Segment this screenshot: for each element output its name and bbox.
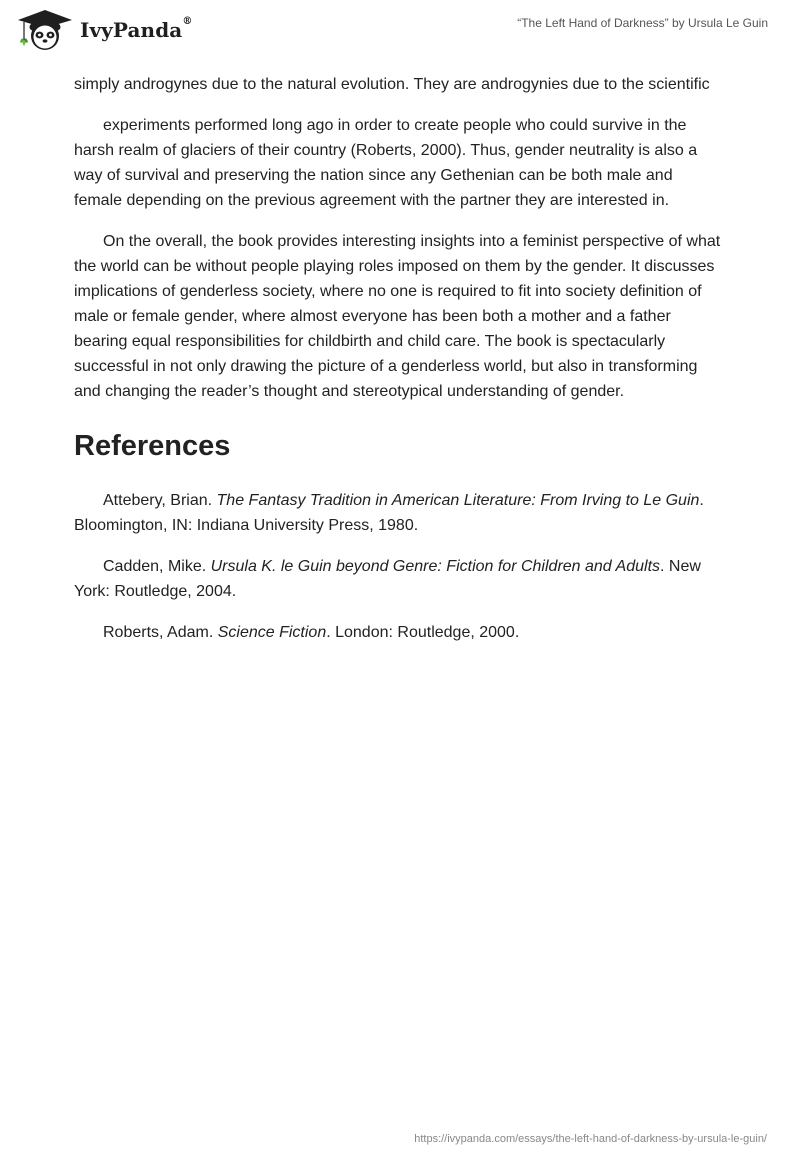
source-url-link[interactable]: https://ivypanda.com/essays/the-left-hand-of-darkness-by-ursula-le-guin/ [414,1133,767,1145]
reference-item: Cadden, Mike. Ursula K. le Guin beyond Genre: Fiction for Children and Adults. New York: Routledge, 2004. [74,558,701,600]
paragraph-3: On the overall, the book provides interesting insights into a feminist perspective of what the world can be without people playing roles imposed on them by the gender. It discusses implications of genderless society, where no one is required to fit into society definition of male or female gender, where almost everyone has been both a mother and a father bearing equal responsibilities for childbirth and child care. The book is spectacularly successful in not only drawing the picture of a genderless world, but also in transforming and changing the reader’s thought and stereotypical understanding of gender. [74,233,721,400]
references-list [74,488,724,645]
reference-item: Attebery, Brian. The Fantasy Tradition in American Literature: From Irving to Le Guin. Bloomington, IN: Indiana University Press, 1980. [74,492,704,534]
paragraph-1: simply androgynes due to the natural evolution. They are androgynies due to the scientific [74,76,710,93]
page-header [14,8,786,58]
references-heading: References [74,430,231,462]
paragraph-2: experiments performed long ago in order to create people who could survive in the harsh realm of glaciers of their country (Roberts, 2000). Thus, gender neutrality is also a way of survival and preserving the nation since any Gethenian can be both male and female depending on the previous agreement with the partner they are interested in. [74,117,698,209]
panda-logo-icon [14,8,76,52]
logo[interactable] [14,8,192,52]
essay-content [74,72,724,645]
document-title: “The Left Hand of Darkness” by Ursula Le Guin [517,16,768,30]
reference-item: Roberts, Adam. Science Fiction. London: Routledge, 2000. [103,624,520,641]
brand-name: IvyPanda® [80,16,193,42]
